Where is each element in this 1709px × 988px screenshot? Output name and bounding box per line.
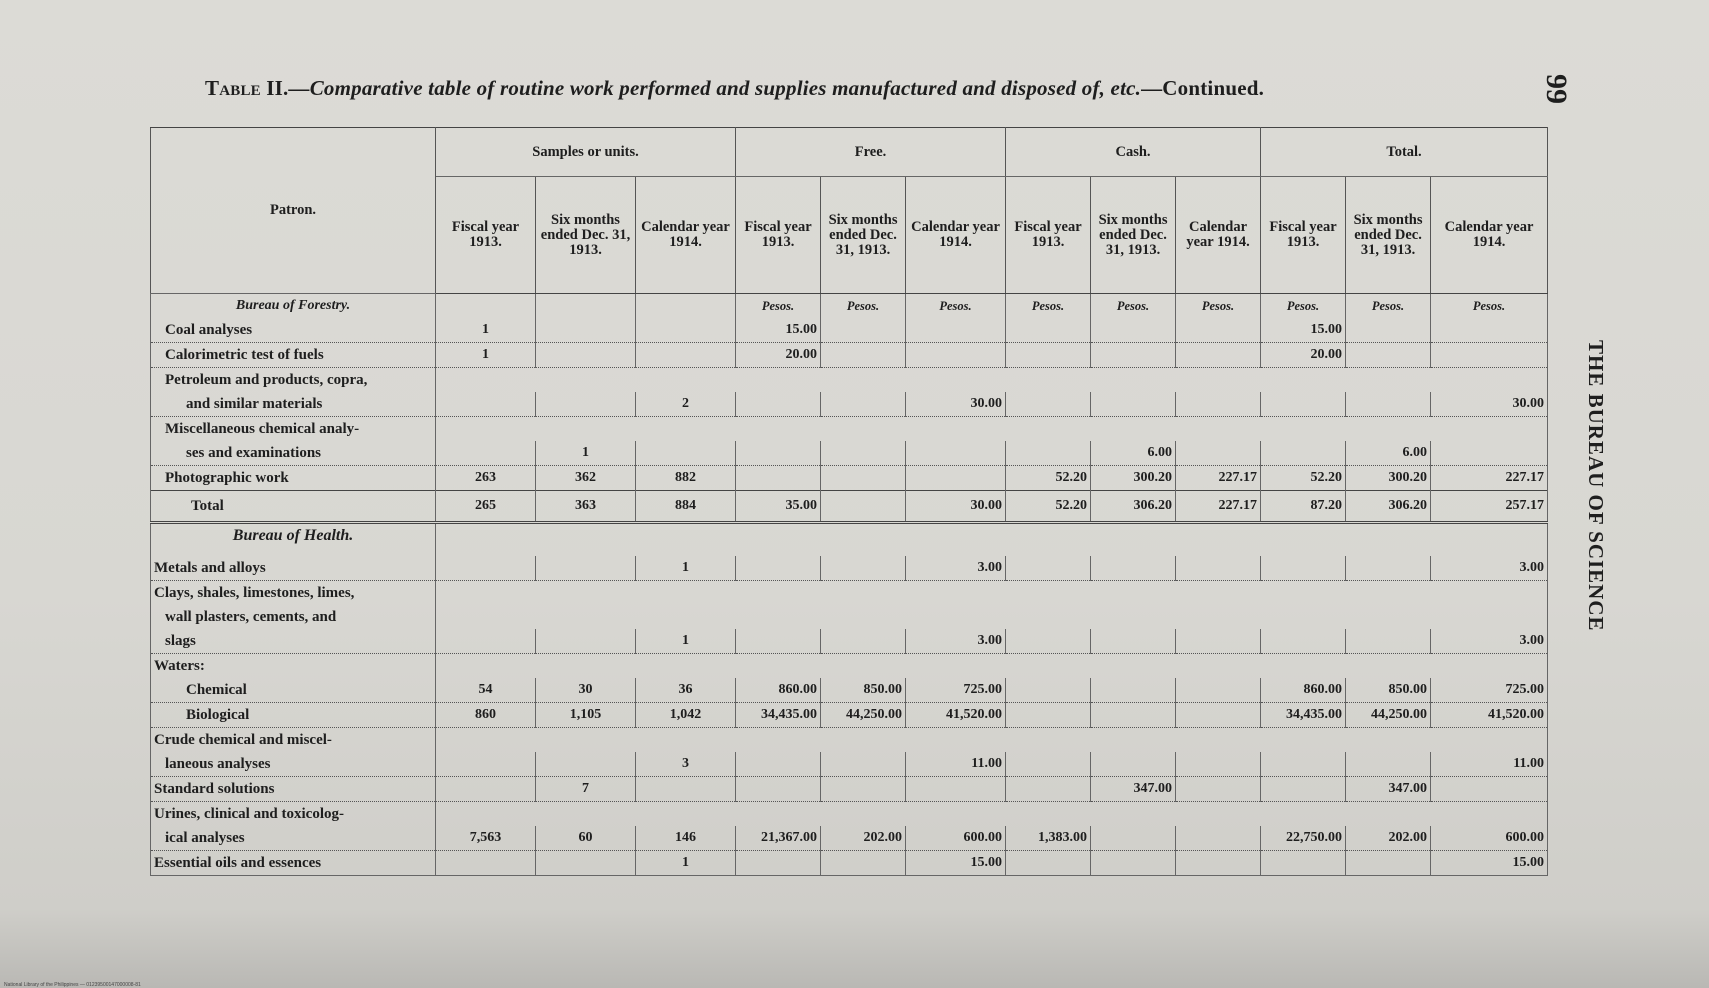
table-cell [1176,441,1261,466]
table-cell [821,392,906,417]
table-cell [1346,752,1431,777]
section-row-forestry [151,294,1548,319]
unit-label: Pesos. [1346,294,1431,319]
header-group-row [151,128,1548,177]
row-label: laneous analyses [151,752,436,777]
table-cell: 882 [636,466,736,491]
table-cell [736,752,821,777]
group-total: Total. [1261,128,1548,177]
table-cell: 7 [536,777,636,802]
table-cell [1261,441,1346,466]
table-cell [1006,343,1091,368]
patron-header: Patron. [151,128,436,294]
table-cell: 20.00 [1261,343,1346,368]
table-cell: 227.17 [1176,491,1261,523]
table-cell [636,318,736,343]
group-free: Free. [736,128,1006,177]
running-head: THE BUREAU OF SCIENCE [1584,340,1608,632]
table-cell: 7,563 [436,826,536,851]
table-cell [636,441,736,466]
row-label: Standard solutions [151,777,436,802]
row-label: Chemical [151,678,436,703]
table-description: —Comparative table of routine work performed and supplies manufactured and disposed of, etc. [288,76,1142,100]
table-cell [536,318,636,343]
table-cell: 1,105 [536,703,636,728]
group-samples: Samples or units. [436,128,736,177]
table-cell [736,466,821,491]
table-row [151,703,1548,728]
table-row-label-line [151,802,1548,827]
table-cell: 850.00 [1346,678,1431,703]
row-label: Metals and alloys [151,556,436,581]
table-cell [1091,826,1176,851]
table-cell [821,343,906,368]
table-cell [636,343,736,368]
table-cell [1091,752,1176,777]
table-cell [1006,556,1091,581]
row-label: Photographic work [151,466,436,491]
table-cell: 3 [636,752,736,777]
table-cell: 36 [636,678,736,703]
table-cell: 860 [436,703,536,728]
table-cell: 11.00 [1431,752,1548,777]
table-cell [821,752,906,777]
table-cell [436,556,536,581]
table-cell [436,392,536,417]
unit-label: Pesos. [1091,294,1176,319]
table-cell [1006,703,1091,728]
table-cell [1176,678,1261,703]
row-label: Biological [151,703,436,728]
table-cell: 6.00 [1091,441,1176,466]
table-cell: 1 [436,318,536,343]
table-title [205,76,1505,101]
table-cell: 3.00 [1431,556,1548,581]
table-cell [1006,678,1091,703]
table-cell: 11.00 [906,752,1006,777]
col-six-months: Six months ended Dec. 31, 1913. [1091,177,1176,294]
row-label: Petroleum and products, copra, [151,368,436,393]
table-cell [821,777,906,802]
table-cell [906,343,1006,368]
table-cell: 850.00 [821,678,906,703]
table-cell: 41,520.00 [906,703,1006,728]
table-row [151,629,1548,654]
table-cell: 860.00 [1261,678,1346,703]
table-cell [1261,851,1346,876]
table-cell [1091,678,1176,703]
table-cell [536,556,636,581]
table-row-total [151,491,1548,523]
table-cell [1431,318,1548,343]
row-label: Crude chemical and miscel- [151,728,436,753]
table-cell: 1 [636,556,736,581]
col-fiscal: Fiscal year 1913. [736,177,821,294]
table-cell [1091,629,1176,654]
table-cell: 1 [436,343,536,368]
unit-label: Pesos. [1176,294,1261,319]
table-row-label-line [151,417,1548,442]
row-label: ses and examinations [151,441,436,466]
table-row [151,556,1548,581]
section-heading: Bureau of Health. [151,523,436,549]
unit-label: Pesos. [1006,294,1091,319]
row-label: slags [151,629,436,654]
table-cell [1431,441,1548,466]
table-row [151,318,1548,343]
table-cell: 146 [636,826,736,851]
table-cell: 20.00 [736,343,821,368]
table-row [151,851,1548,876]
col-six-months: Six months ended Dec. 31, 1913. [821,177,906,294]
table-cell [1261,777,1346,802]
table-cell [1006,318,1091,343]
table-cell: 300.20 [1091,466,1176,491]
unit-label: Pesos. [1261,294,1346,319]
col-six-months: Six months ended Dec. 31, 1913. [536,177,636,294]
table-cell: 1,383.00 [1006,826,1091,851]
table-cell [1346,629,1431,654]
unit-label: Pesos. [1431,294,1548,319]
scan-footer: National Library of the Philippines — 01239500147000008-81 [4,982,141,988]
table-cell [1176,851,1261,876]
table-cell [821,318,906,343]
table-cell [821,629,906,654]
table-cell [1431,343,1548,368]
table-cell: 60 [536,826,636,851]
table-cell: 30 [536,678,636,703]
table-cell [1176,777,1261,802]
table-cell [906,466,1006,491]
table-row [151,441,1548,466]
table-cell: 363 [536,491,636,523]
table-cell: 347.00 [1346,777,1431,802]
table-cell: 300.20 [1346,466,1431,491]
section-row-health [151,523,1548,549]
page-number: 99 [1540,74,1573,104]
table-cell: 1 [636,629,736,654]
col-fiscal: Fiscal year 1913. [1006,177,1091,294]
table-cell [736,392,821,417]
table-cell: 30.00 [906,491,1006,523]
table-cell: 30.00 [906,392,1006,417]
table-cell: 227.17 [1431,466,1548,491]
table-cell [536,851,636,876]
table-cell [736,777,821,802]
row-label: Waters: [151,654,436,679]
row-label: Coal analyses [151,318,436,343]
row-label: Clays, shales, limestones, limes, [151,581,436,606]
table-cell [1006,851,1091,876]
table-cell [1091,703,1176,728]
row-label: Miscellaneous chemical analy- [151,417,436,442]
table-cell [1176,703,1261,728]
table-cell: 1 [636,851,736,876]
table-cell [1176,826,1261,851]
table-cell: 15.00 [906,851,1006,876]
row-label: Urines, clinical and toxicolog- [151,802,436,827]
col-calendar: Calendar year 1914. [636,177,736,294]
table-cell [906,777,1006,802]
table-cell [1176,318,1261,343]
table-cell: 2 [636,392,736,417]
table-row-label-line [151,581,1548,606]
table-cell: 34,435.00 [736,703,821,728]
table-row [151,392,1548,417]
col-six-months: Six months ended Dec. 31, 1913. [1346,177,1431,294]
row-label: wall plasters, cements, and [151,605,436,629]
table-cell [1006,441,1091,466]
table-cell: 227.17 [1176,466,1261,491]
row-label: Calorimetric test of fuels [151,343,436,368]
table-cell [821,491,906,523]
table-cell [1346,318,1431,343]
table-cell: 30.00 [1431,392,1548,417]
table-cell [1346,392,1431,417]
col-fiscal: Fiscal year 1913. [1261,177,1346,294]
table-cell: 600.00 [1431,826,1548,851]
table-row-label-line [151,728,1548,753]
table-row [151,752,1548,777]
table-cell [536,752,636,777]
table-row [151,826,1548,851]
table-cell [536,629,636,654]
table-cell [736,851,821,876]
table-cell: 15.00 [1261,318,1346,343]
table-cell: 6.00 [1346,441,1431,466]
table-cell [1176,629,1261,654]
table-cell [1346,851,1431,876]
table-cell: 202.00 [1346,826,1431,851]
table-cell: 3.00 [1431,629,1548,654]
table-cell: 306.20 [1091,491,1176,523]
table-cell: 52.20 [1006,466,1091,491]
table-cell [736,629,821,654]
table-cell [536,392,636,417]
table-cell: 860.00 [736,678,821,703]
table-cell [636,777,736,802]
table-cell [1091,392,1176,417]
table-cell [821,556,906,581]
table-cell [821,466,906,491]
table-cell [1176,556,1261,581]
table-cell [1091,851,1176,876]
table-cell [1091,343,1176,368]
table-cell: 600.00 [906,826,1006,851]
table-cell [1346,556,1431,581]
table-cell [536,343,636,368]
table-cell [436,851,536,876]
table-row [151,777,1548,802]
table-cell: 87.20 [1261,491,1346,523]
table-cell [1176,392,1261,417]
table-cell [1091,318,1176,343]
table-cell [821,441,906,466]
table-cell [736,556,821,581]
table-cell: 1,042 [636,703,736,728]
table-cell: 15.00 [736,318,821,343]
table-cell: 347.00 [1091,777,1176,802]
table-cell: 202.00 [821,826,906,851]
table-cell: 263 [436,466,536,491]
table-cell: 3.00 [906,556,1006,581]
table-row [151,343,1548,368]
table-row-label-line [151,368,1548,393]
table-row-label-line [151,605,1548,629]
table-cell [1006,392,1091,417]
table-cell: 725.00 [906,678,1006,703]
table-cell [1006,777,1091,802]
table-row [151,466,1548,491]
col-calendar: Calendar year 1914. [906,177,1006,294]
comparative-table [150,127,1548,876]
table-cell [821,851,906,876]
row-label: ical analyses [151,826,436,851]
table-cell: 1 [536,441,636,466]
row-label: Essential oils and essences [151,851,436,876]
table-cell: 52.20 [1006,491,1091,523]
table-cell [1261,752,1346,777]
table-cell [1261,556,1346,581]
table-cell [736,441,821,466]
table-cell: 44,250.00 [821,703,906,728]
row-label: and similar materials [151,392,436,417]
col-calendar: Calendar year 1914. [1176,177,1261,294]
table-cell: 3.00 [906,629,1006,654]
continued-label: —Continued. [1141,76,1265,100]
table-cell [906,441,1006,466]
table-cell [1176,343,1261,368]
table-cell: 306.20 [1346,491,1431,523]
table-cell [906,318,1006,343]
table-cell [1006,629,1091,654]
col-calendar: Calendar year 1914. [1431,177,1548,294]
table-cell: 725.00 [1431,678,1548,703]
table-cell [436,777,536,802]
table-cell [1261,629,1346,654]
section-heading: Bureau of Forestry. [151,294,436,319]
unit-label: Pesos. [736,294,821,319]
table-cell [436,752,536,777]
table-cell: 884 [636,491,736,523]
unit-label: Pesos. [821,294,906,319]
table-cell: 362 [536,466,636,491]
col-fiscal: Fiscal year 1913. [436,177,536,294]
table-cell: 41,520.00 [1431,703,1548,728]
table-cell [1176,752,1261,777]
table-cell [1431,777,1548,802]
unit-label: Pesos. [906,294,1006,319]
table-cell: 44,250.00 [1346,703,1431,728]
table-cell [1006,752,1091,777]
row-label: Total [151,491,436,523]
group-cash: Cash. [1006,128,1261,177]
table-cell: 265 [436,491,536,523]
table-cell: 35.00 [736,491,821,523]
table-cell [1091,556,1176,581]
table-cell [1261,392,1346,417]
table-row [151,678,1548,703]
table-cell [436,629,536,654]
table-cell: 52.20 [1261,466,1346,491]
table-cell [436,441,536,466]
table-cell: 54 [436,678,536,703]
table-row-label-line [151,654,1548,679]
table-cell: 15.00 [1431,851,1548,876]
table-cell: 21,367.00 [736,826,821,851]
table-cell: 22,750.00 [1261,826,1346,851]
table-cell [1346,343,1431,368]
table-label: Table II. [205,76,289,100]
table-cell: 34,435.00 [1261,703,1346,728]
table-cell: 257.17 [1431,491,1548,523]
